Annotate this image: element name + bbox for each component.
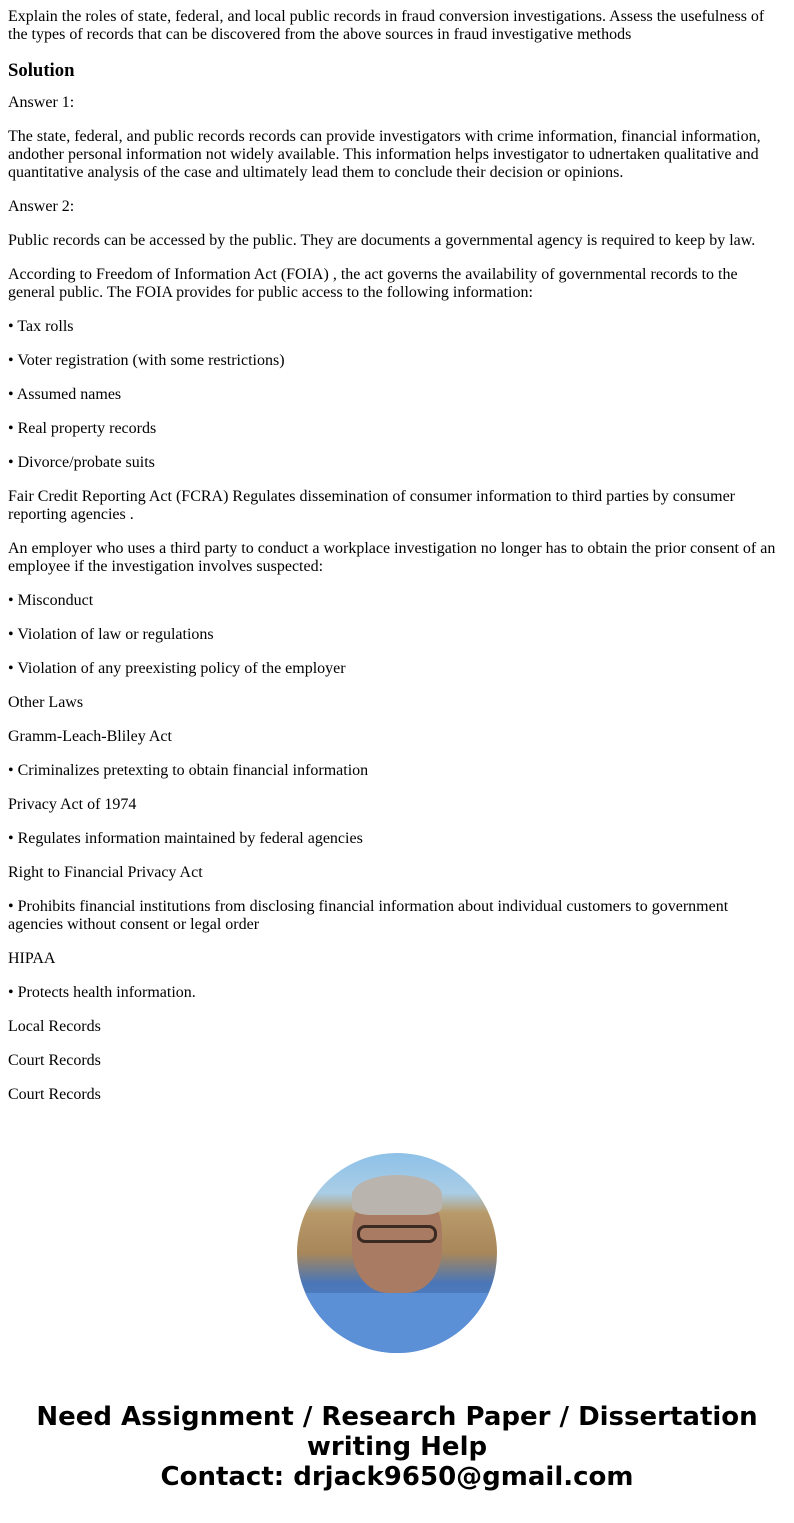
paragraph: • Misconduct xyxy=(8,592,94,609)
paragraph: Court Records xyxy=(8,1052,101,1069)
photo-glasses xyxy=(357,1225,437,1243)
paragraph: The state, federal, and public records records can provide investigators with crime information, financial information, andother personal information not widely available. This information helps investigator to udnertaken qualitative and quantitative analysis of the case and ultimately lead them to conclude their decision or opinions. xyxy=(8,128,761,181)
banner-line-2: Contact: drjack9650@gmail.com xyxy=(160,1462,634,1492)
solution-body xyxy=(8,94,786,1104)
paragraph: Answer 2: xyxy=(8,198,75,215)
paragraph: • Divorce/probate suits xyxy=(8,454,155,471)
contact-banner xyxy=(0,1402,794,1492)
photo-hair xyxy=(352,1175,442,1215)
banner-line-1: Need Assignment / Research Paper / Dissertation writing Help xyxy=(36,1402,758,1462)
paragraph: • Tax rolls xyxy=(8,318,74,335)
paragraph: • Assumed names xyxy=(8,386,122,403)
paragraph: • Criminalizes pretexting to obtain financial information xyxy=(8,762,369,779)
paragraph: • Violation of any preexisting policy of the employer xyxy=(8,660,346,677)
paragraph: Privacy Act of 1974 xyxy=(8,796,137,813)
paragraph: • Protects health information. xyxy=(8,984,196,1001)
author-photo xyxy=(297,1153,497,1353)
paragraph: • Violation of law or regulations xyxy=(8,626,214,643)
paragraph: • Real property records xyxy=(8,420,157,437)
paragraph: Other Laws xyxy=(8,694,84,711)
paragraph: Court Records xyxy=(8,1086,101,1103)
paragraph: Gramm-Leach-Bliley Act xyxy=(8,728,172,745)
paragraph: Fair Credit Reporting Act (FCRA) Regulates dissemination of consumer information to third parties by consumer reporting agencies . xyxy=(8,488,735,523)
paragraph: • Voter registration (with some restrictions) xyxy=(8,352,285,369)
paragraph: Right to Financial Privacy Act xyxy=(8,864,203,881)
paragraph: According to Freedom of Information Act (FOIA) , the act governs the availability of governmental records to the general public. The FOIA provides for public access to the following information: xyxy=(8,266,738,301)
photo-shirt xyxy=(297,1293,497,1353)
paragraph: An employer who uses a third party to conduct a workplace investigation no longer has to obtain the prior consent of an employee if the investigation involves suspected: xyxy=(8,540,776,575)
question-text: Explain the roles of state, federal, and local public records in fraud conversion investigations. Assess the usefulness of the types of records that can be discovered from the above sources in fraud investigative methods xyxy=(8,8,765,43)
paragraph: HIPAA xyxy=(8,950,56,967)
solution-heading: Solution xyxy=(8,60,75,81)
paragraph: Local Records xyxy=(8,1018,101,1035)
paragraph: Answer 1: xyxy=(8,94,75,111)
paragraph: • Regulates information maintained by federal agencies xyxy=(8,830,363,847)
paragraph: Public records can be accessed by the public. They are documents a governmental agency is required to keep by law. xyxy=(8,232,756,249)
paragraph: • Prohibits financial institutions from disclosing financial information about individual customers to government agencies without consent or legal order xyxy=(8,898,729,933)
